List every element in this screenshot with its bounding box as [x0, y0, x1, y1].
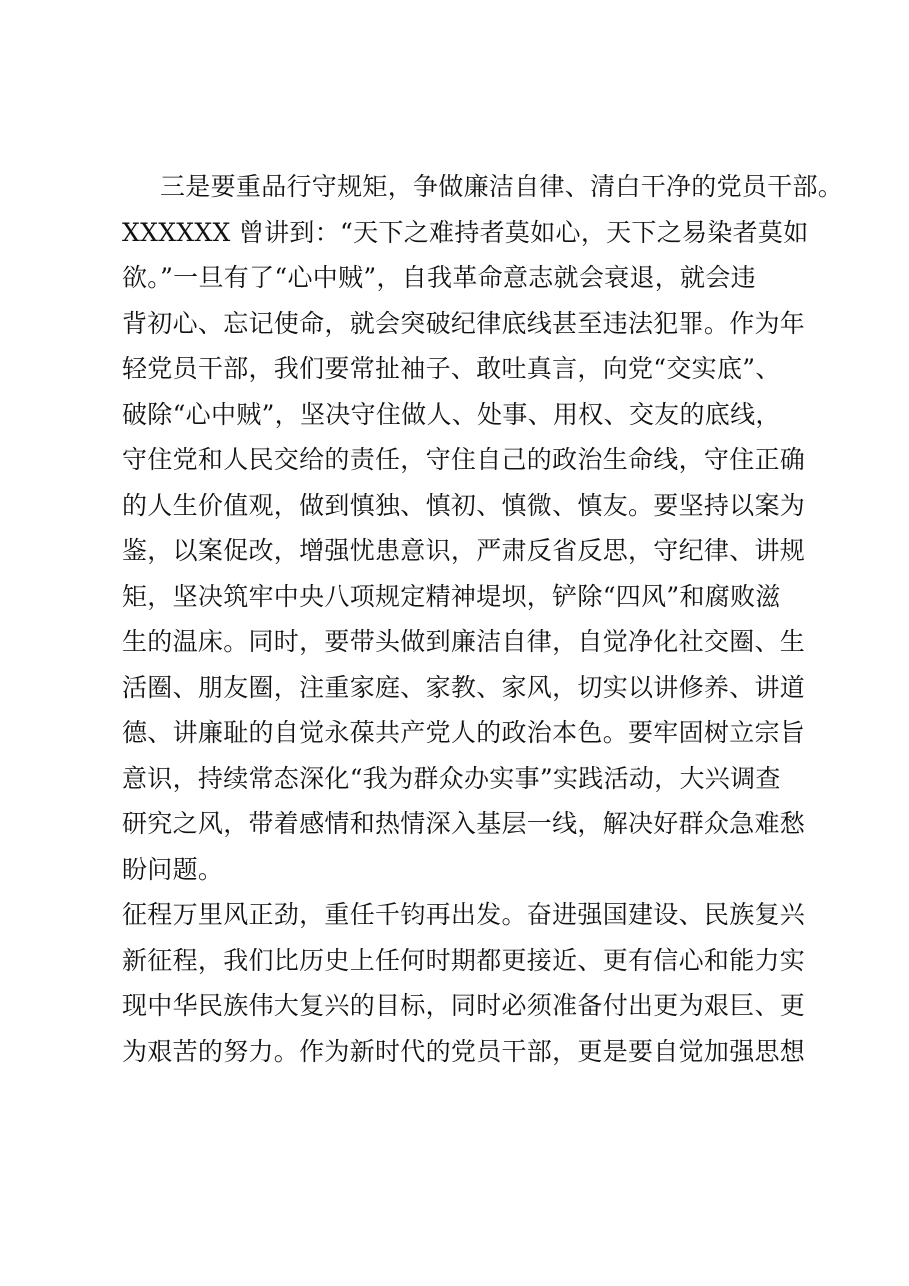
- text-line: XXXXXX 曾讲到：“天下之难持者莫如心，天下之易染者莫如: [122, 217, 809, 247]
- text-line: 现中华民族伟大复兴的目标，同时必须准备付出更为艰巨、更: [122, 991, 806, 1020]
- text-line: 欲。”一旦有了“心中贼”，自我革命意志就会衰退，就会违: [122, 263, 756, 292]
- text-line: 生的温床。同时，要带头做到廉洁自律，自觉净化社交圈、生: [122, 627, 806, 656]
- text-line: 矩，坚决筑牢中央八项规定精神堤坝，铲除“四风”和腐败滋: [122, 581, 781, 611]
- text-line: 三是要重品行守规矩，争做廉洁自律、清白干净的党员干部。: [160, 172, 844, 201]
- text-line: 的人生价值观，做到慎独、慎初、慎微、慎友。要坚持以案为: [122, 490, 806, 520]
- text-line: 征程万里风正劲，重任千钧再出发。奋进强国建设、民族复兴: [122, 900, 806, 929]
- text-line: 为艰苦的努力。作为新时代的党员干部，更是要自觉加强思想: [122, 1036, 806, 1066]
- document-body: [122, 164, 844, 1074]
- text-line: 活圈、朋友圈，注重家庭、家教、家风，切实以讲修养、讲道: [122, 672, 806, 702]
- text-line: 研究之风，带着感情和热情深入基层一线，解决好群众急难愁: [122, 809, 806, 838]
- text-line: 轻党员干部，我们要常扯袖子、敢吐真言，向党“交实底”、: [122, 354, 781, 383]
- text-line: 守住党和人民交给的责任，守住自己的政治生命线，守住正确: [122, 445, 806, 474]
- text-line: 背初心、忘记使命，就会突破纪律底线甚至违法犯罪。作为年: [122, 308, 806, 338]
- text-line: 鉴，以案促改，增强忧患意识，严肃反省反思，守纪律、讲规: [122, 536, 806, 565]
- text-line: 德、讲廉耻的自觉永葆共产党人的政治本色。要牢固树立宗旨: [122, 718, 806, 747]
- text-line: 新征程，我们比历史上任何时期都更接近、更有信心和能力实: [122, 945, 806, 975]
- paragraph-integrity: [122, 164, 844, 892]
- text-line: 破除“心中贼”，坚决守住做人、处事、用权、交友的底线，: [122, 399, 781, 429]
- paragraph-new-journey: [122, 892, 806, 1074]
- text-line: 盼问题。: [122, 854, 224, 884]
- text-line: 意识，持续常态深化“我为群众办实事”实践活动，大兴调查: [122, 763, 781, 793]
